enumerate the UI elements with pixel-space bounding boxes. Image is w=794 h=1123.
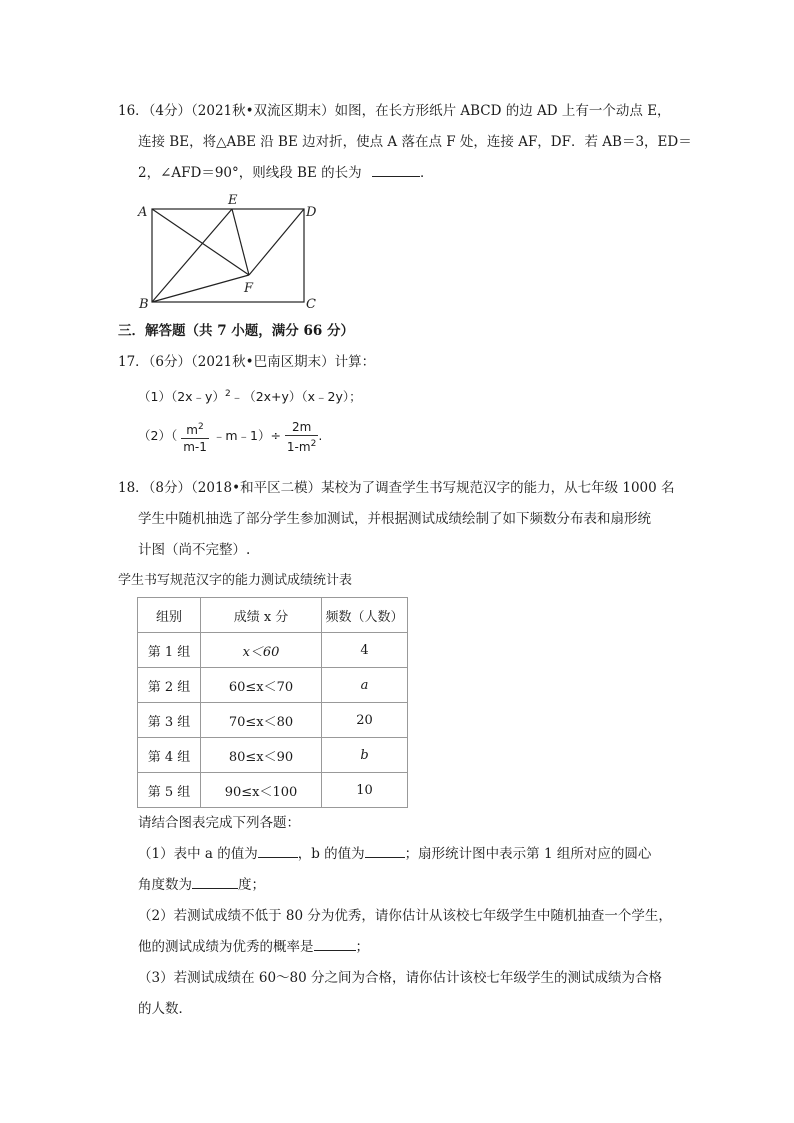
table-cell: 20 [322, 703, 408, 738]
table-cell: 70≤x＜80 [201, 703, 322, 738]
q18-p1-e: 度； [238, 877, 265, 893]
table-cell: x＜60 [201, 633, 322, 668]
frac2-den: 1-m [286, 439, 311, 454]
answer-blank-angle [192, 876, 238, 889]
q17-part2 [138, 414, 322, 458]
segment-fd [249, 209, 304, 275]
table-cell: 第 3 组 [138, 703, 201, 738]
table-row [138, 773, 408, 808]
q17-header: 17．（6分）（2021秋•巴南区期末）计算： [118, 354, 376, 370]
table-row [138, 668, 408, 703]
label-b: B [139, 297, 149, 312]
frac1-den: m-1 [183, 439, 207, 454]
frac1-num: m [186, 422, 198, 437]
frac2-num: 2m [285, 419, 318, 436]
label-f: F [244, 281, 254, 296]
q18-p1-c: ；扇形统计图中表示第 1 组所对应的圆心 [404, 846, 652, 862]
frac1-num-exp: 2 [198, 421, 204, 432]
table-cell: b [322, 738, 408, 773]
q18-part3-cont: 的人数． [138, 1001, 192, 1017]
frequency-table [137, 597, 408, 808]
q18-part3: （3）若测试成绩在 60～80 分之间为合格，请你估计该校七年级学生的测试成绩为合格 [138, 970, 663, 986]
q18-p1-a: （1）表中 a 的值为 [138, 846, 258, 862]
frac2-den-exp: 2 [310, 438, 317, 449]
table-cell: 80≤x＜90 [201, 738, 322, 773]
q17-part2-mid: ﹣m﹣1）÷ [212, 428, 281, 443]
table-row [138, 738, 408, 773]
table-cell: 60≤x＜70 [201, 668, 322, 703]
q16-answer-blank [372, 164, 420, 177]
table-header-row [138, 598, 408, 633]
label-e: E [228, 193, 238, 208]
q18-p1-b: ，b 的值为 [297, 846, 365, 862]
table-cell: 第 1 组 [138, 633, 201, 668]
q17-part1-base: （1）（2x﹣y） [138, 389, 225, 405]
answer-blank-b [365, 845, 405, 858]
q18-instructions: 请结合图表完成下列各题： [138, 815, 300, 831]
label-c: C [306, 297, 316, 312]
q17-fraction-2 [285, 419, 318, 455]
q18-p2-c: ； [355, 939, 369, 955]
q16-line1: 16．（4分）（2021秋•双流区期末）如图，在长方形纸片 ABCD 的边 AD 上有一个动点 E， [118, 103, 671, 119]
table-header-cell: 频数（人数） [322, 598, 408, 633]
segment-bf [152, 275, 249, 302]
q16-line3-text: 2，∠AFD＝90°，则线段 BE 的长为 [138, 165, 362, 181]
q17-part1 [138, 384, 362, 407]
table-cell: 第 5 组 [138, 773, 201, 808]
answer-blank-a [258, 845, 298, 858]
table-row [138, 633, 408, 668]
table-row [138, 703, 408, 738]
table-cell: 10 [322, 773, 408, 808]
q17-part1-rest: ﹣（2x+y）（x﹣2y）； [230, 389, 362, 405]
label-d: D [306, 205, 317, 220]
q17-part2-end: . [318, 428, 323, 443]
q18-part1-cont [138, 875, 265, 895]
table-cell: 90≤x＜100 [201, 773, 322, 808]
q18-part1 [138, 844, 651, 864]
table-header-cell: 成绩 x 分 [201, 598, 322, 633]
q17-fraction-1 [181, 419, 209, 455]
q18-line2: 学生中随机抽选了部分学生参加测试，并根据测试成绩绘制了如下频数分布表和扇形统 [138, 511, 651, 527]
q18-part2-cont [138, 937, 369, 957]
q18-p2-b: 他的测试成绩为优秀的概率是 [138, 939, 314, 955]
table-header-cell: 组别 [138, 598, 201, 633]
table-cell: 4 [322, 633, 408, 668]
q16-line2: 连接 BE，将△ABE 沿 BE 边对折，使点 A 落在点 F 处，连接 AF，DF．若 AB＝3，ED＝ [138, 134, 692, 150]
q16-line3 [138, 163, 433, 183]
q18-part2: （2）若测试成绩不低于 80 分为优秀，请你估计从该校七年级学生中随机抽查一个学生， [138, 908, 672, 924]
table-cell: a [322, 668, 408, 703]
answer-blank-prob [314, 938, 356, 951]
rectangle-abcd [152, 209, 304, 302]
segment-ef [232, 209, 249, 275]
section-title: 三．解答题（共 7 小题，满分 66 分） [118, 323, 354, 339]
label-a: A [138, 205, 148, 220]
q16-line3-end: ． [419, 165, 434, 181]
table-cell: 第 4 组 [138, 738, 201, 773]
q17-part1-exp: 2 [224, 389, 231, 399]
segment-be [152, 209, 232, 302]
segment-af [152, 209, 249, 275]
q18-p1-d: 角度数为 [138, 877, 192, 893]
q17-part2-prefix: （2）（ [138, 428, 178, 443]
table-cell: 第 2 组 [138, 668, 201, 703]
q18-line1: 18．（8分）（2018•和平区二模）某校为了调查学生书写规范汉字的能力，从七年级 1000 名 [118, 480, 675, 496]
q18-line3: 计图（尚不完整）. [138, 542, 251, 558]
table-title: 学生书写规范汉字的能力测试成绩统计表 [118, 573, 353, 588]
